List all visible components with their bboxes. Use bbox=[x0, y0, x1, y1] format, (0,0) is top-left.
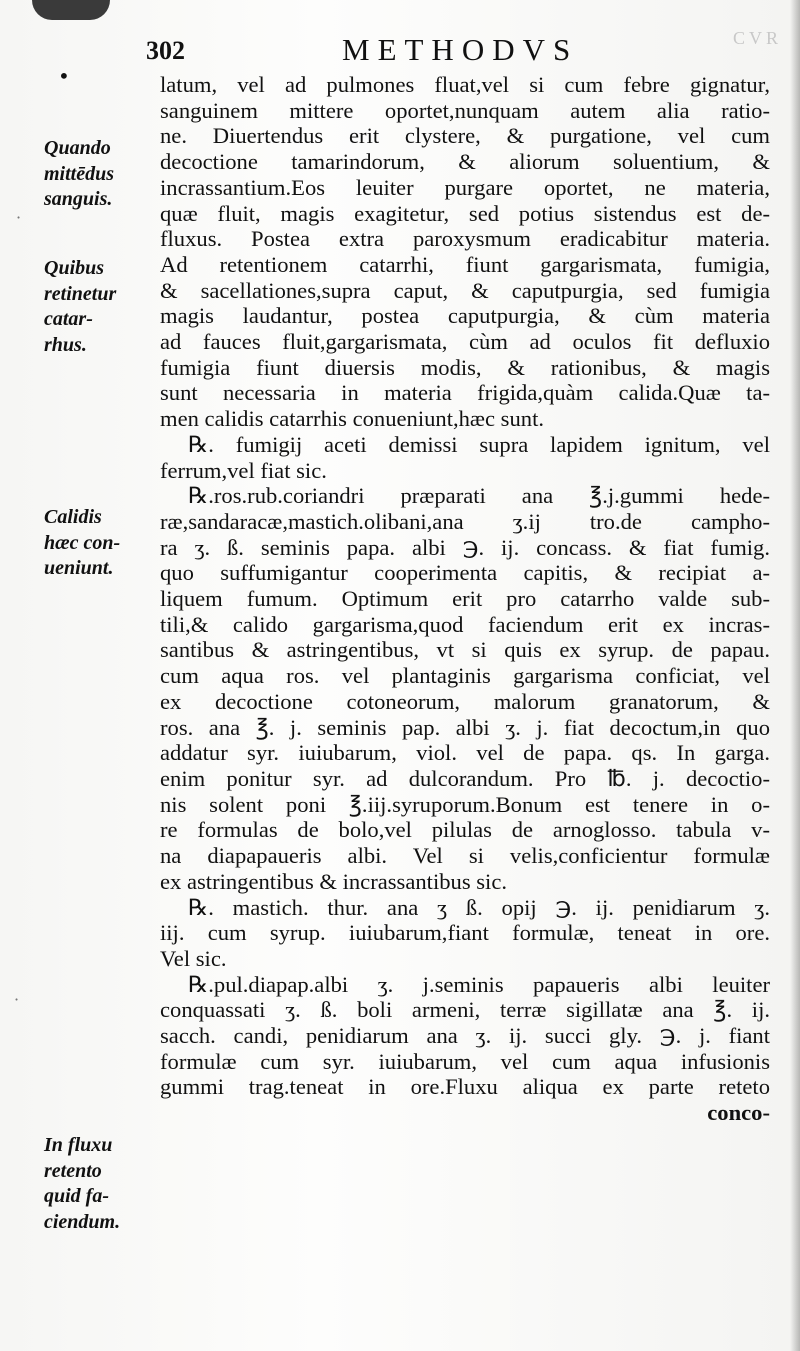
text-line: conquassati ʒ. ß. boli armeni, terræ sigillatæ ana ℥. ij. bbox=[160, 997, 770, 1023]
page-header bbox=[142, 28, 782, 72]
margin-note-line: hæc con- bbox=[44, 531, 121, 554]
text-line: ℞. fumigij aceti demissi supra lapidem ignitum, vel bbox=[188, 431, 770, 457]
text-line: ex decoctione cotoneorum, malorum granatorum, & bbox=[160, 688, 770, 714]
text-line: sanguinem mittere oportet,nunquam autem alia ratio- bbox=[160, 97, 770, 123]
text-line: nis solent poni ℥.iij.syruporum.Bonum est tenere in o- bbox=[160, 791, 770, 817]
text-line: ra ʒ. ß. seminis papa. albi ℈. ij. concass. & fiat fumig. bbox=[160, 534, 770, 560]
text-line: decoctione tamarindorum, & aliorum soluentium, & bbox=[160, 149, 770, 175]
page-gutter-shadow bbox=[790, 0, 800, 1351]
text-line: Vel sic. bbox=[160, 945, 227, 971]
page-number: 302 bbox=[146, 36, 185, 65]
margin-note-line: ciendum. bbox=[44, 1211, 121, 1234]
bleedthrough-text: CVR bbox=[732, 28, 782, 48]
text-line: incrassantium.Eos leuiter purgare oportet, ne materia, bbox=[160, 174, 770, 200]
margin-note-line: In fluxu bbox=[44, 1134, 113, 1156]
text-line: enim ponitur syr. ad dulcorandum. Pro ℔. j. decoctio- bbox=[160, 765, 770, 791]
text-line: men calidis catarrhis conueniunt,hæc sunt. bbox=[160, 406, 544, 432]
catchword: conco- bbox=[707, 1100, 770, 1126]
margin-note-line: mittēdus bbox=[44, 162, 115, 185]
text-line: santibus & astringentibus, vt si quis ex syrup. de papau. bbox=[160, 637, 770, 663]
text-line: fluxus. Postea extra paroxysmum eradicabitur materia. bbox=[160, 226, 770, 252]
text-line: & sacellationes,supra caput, & caputpurgia, sed fumigia bbox=[160, 277, 770, 303]
margin-mark: · bbox=[16, 208, 22, 227]
margin-note-quando bbox=[44, 136, 154, 213]
text-line: ex astringentibus & incrassantibus sic. bbox=[160, 868, 508, 894]
text-line: cum aqua ros. vel plantaginis gargarisma conficiat, vel bbox=[160, 663, 770, 689]
margin-note-quibus bbox=[44, 256, 154, 359]
text-line: formulæ cum syr. iuiubarum, vel cum aqua infusionis bbox=[160, 1048, 770, 1074]
text-line: tili,& calido gargarisma,quod faciendum erit ex incras- bbox=[160, 611, 770, 637]
text-line: ℞.ros.rub.coriandri præparati ana ℥.j.gummi hede- bbox=[188, 483, 770, 509]
body-text bbox=[160, 72, 770, 1126]
margin-note-line: quid fa- bbox=[44, 1185, 109, 1208]
text-line: magis laudantur, postea caputpurgia, & cùm materia bbox=[160, 303, 770, 329]
text-line: Ad retentionem catarrhi, fiunt gargarismata, fumigia, bbox=[160, 251, 770, 277]
margin-note-line: retinetur bbox=[44, 282, 117, 305]
text-line: ad fauces fluit,gargarismata, cùm ad oculos fit defluxio bbox=[160, 329, 770, 355]
text-line: gummi trag.teneat in ore.Fluxu aliqua ex parte reteto bbox=[160, 1074, 770, 1100]
margin-note-line: Calidis bbox=[44, 506, 102, 528]
text-line: ℞. mastich. thur. ana ʒ ß. opij ℈. ij. penidiarum ʒ. bbox=[188, 894, 770, 920]
text-line: ℞.pul.diapap.albi ʒ. j.seminis papaueris albi leuiter bbox=[188, 971, 770, 997]
margin-note-line: rhus. bbox=[44, 334, 87, 357]
text-line: na diapapaueris albi. Vel si velis,conficientur formulæ bbox=[160, 843, 770, 869]
text-line: quo suffumigantur cooperimenta capitis, & recipiat a- bbox=[160, 560, 770, 586]
text-line: iij. cum syrup. iuiubarum,fiant formulæ, teneat in ore. bbox=[160, 920, 770, 946]
text-line: ferrum,vel fiat sic. bbox=[160, 457, 327, 483]
text-line: ræ,sandaracæ,mastich.olibani,ana ʒ.ij tro.de campho- bbox=[160, 508, 770, 534]
text-line: latum, vel ad pulmones fluat,vel si cum febre gignatur, bbox=[160, 72, 770, 97]
ink-blot bbox=[32, 0, 110, 20]
margin-note-in-fluxu bbox=[44, 1133, 154, 1236]
margin-note-line: ueniunt. bbox=[44, 557, 114, 580]
text-line: ros. ana ℥. j. seminis pap. albi ʒ. j. fiat decoctum,in quo bbox=[160, 714, 770, 740]
text-line: addatur syr. iuiubarum, viol. vel de papa. qs. In garga. bbox=[160, 740, 770, 766]
margin-note-line: catar- bbox=[44, 308, 93, 331]
margin-note-calidis bbox=[44, 505, 154, 582]
text-line: quæ fluit, magis exagitetur, sed potius sistendus est de- bbox=[160, 200, 770, 226]
running-title: METHODVS bbox=[342, 32, 579, 67]
text-line: re formulas de bolo,vel pilulas de arnoglosso. tabula v- bbox=[160, 817, 770, 843]
margin-note-line: sanguis. bbox=[44, 188, 113, 211]
text-line: fumigia fiunt diuersis modis, & rationibus, & magis bbox=[160, 354, 770, 380]
margin-note-line: retento bbox=[44, 1159, 102, 1182]
margin-note-line: Quando bbox=[44, 137, 111, 159]
text-line: sunt necessaria in materia frigida,quàm calida.Quæ ta- bbox=[160, 380, 770, 406]
text-line: ne. Diuertendus erit clystere, & purgatione, vel cum bbox=[160, 123, 770, 149]
margin-dot: • bbox=[58, 64, 70, 88]
margin-note-line: Quibus bbox=[44, 257, 105, 279]
text-line: liquem fumum. Optimum erit pro catarrho valde sub- bbox=[160, 586, 770, 612]
text-line: sacch. candi, penidiarum ana ʒ. ij. succi gly. ℈. j. fiant bbox=[160, 1023, 770, 1049]
margin-mark: · bbox=[14, 990, 20, 1009]
